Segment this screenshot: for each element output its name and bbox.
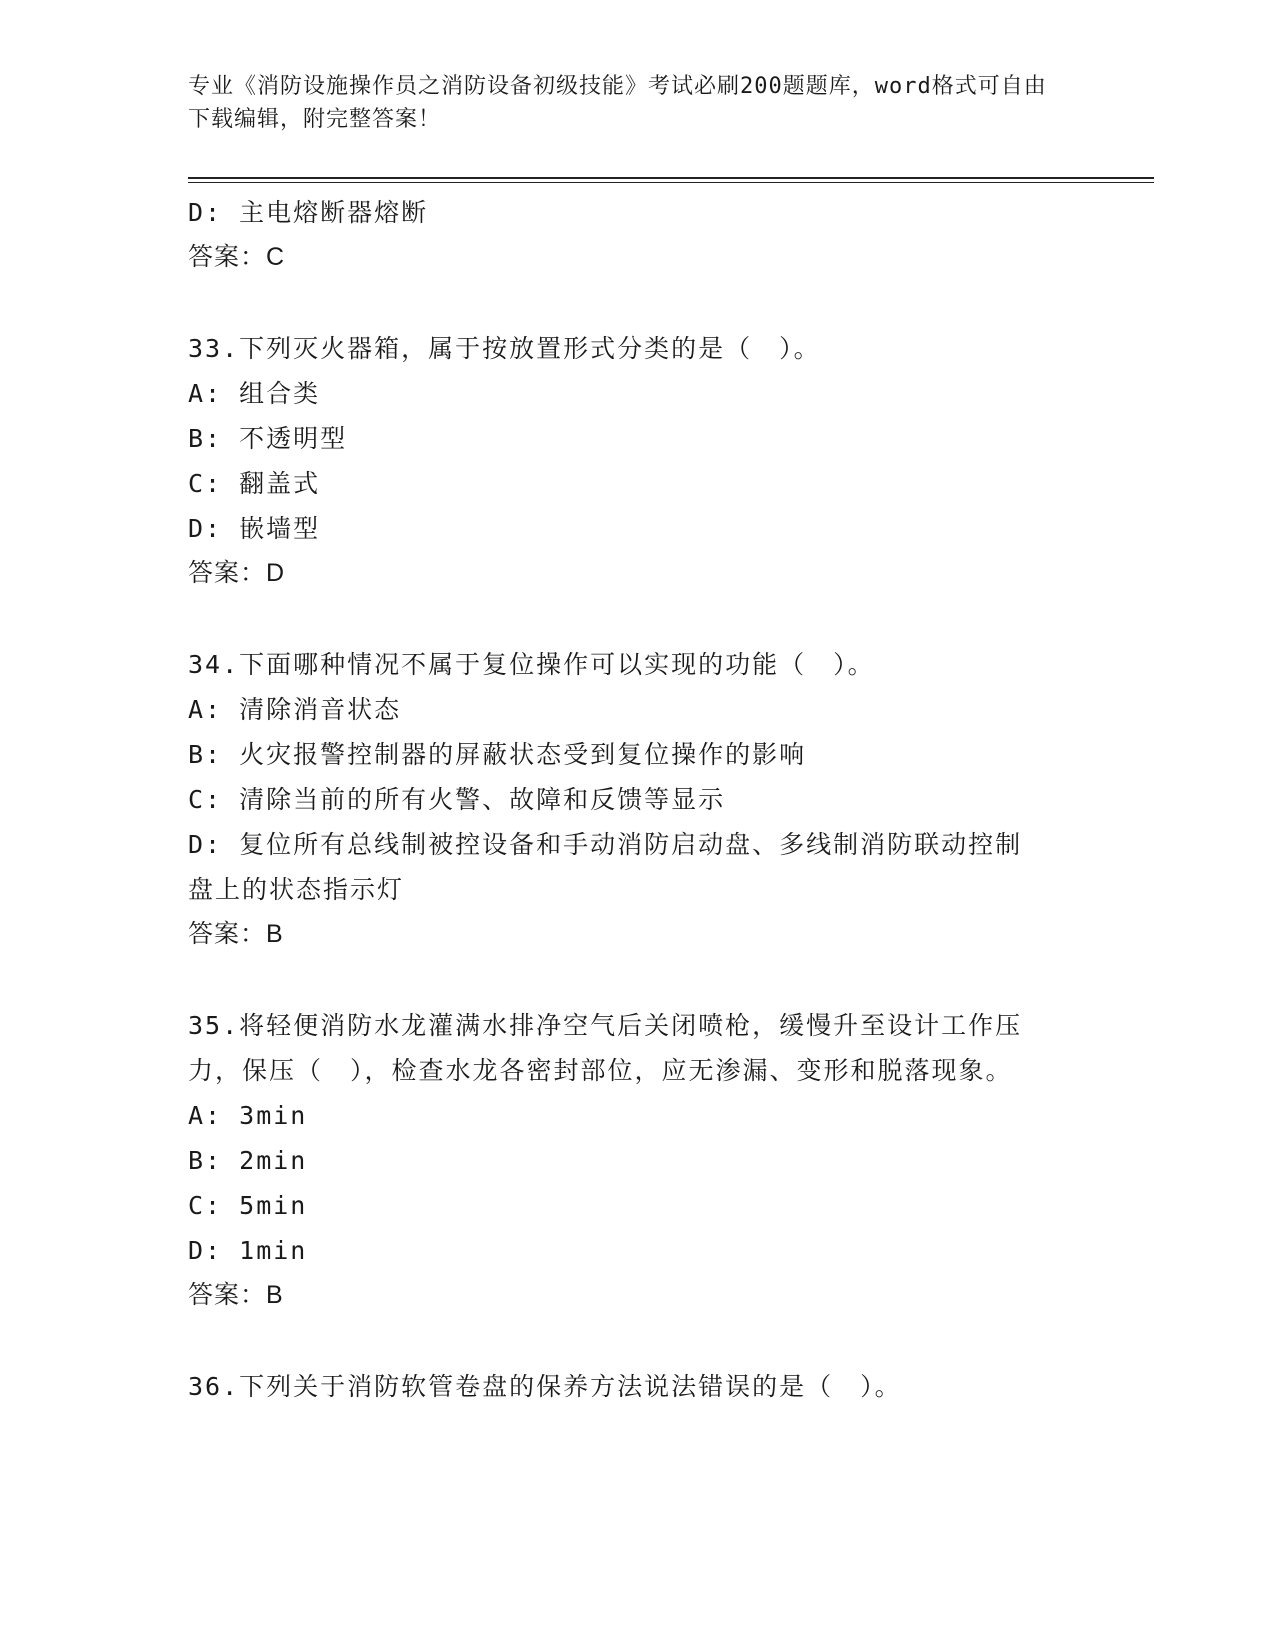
question-33-option-d: D: 嵌墙型 [188,514,321,543]
question-33-option-b: B: 不透明型 [188,424,348,453]
header-divider-thin [188,182,1154,183]
question-34-option-c: C: 清除当前的所有火警、故障和反馈等显示 [188,785,726,814]
question-34-stem: 34.下面哪种情况不属于复位操作可以实现的功能（ ）。 [188,650,875,679]
question-34-option-b: B: 火灾报警控制器的屏蔽状态受到复位操作的影响 [188,740,807,769]
question-33-answer: 答案：D [188,559,286,587]
question-35-answer: 答案：B [188,1281,284,1309]
question-33-stem: 33.下列灭火器箱，属于按放置形式分类的是（ ）。 [188,334,821,363]
spacer [188,280,1088,326]
question-content [188,190,1088,1409]
spacer [188,1318,1088,1364]
question-33-option-a: A: 组合类 [188,379,321,408]
question-35-stem: 35.将轻便消防水龙灌满水排净空气后关闭喷枪，缓慢升至设计工作压力，保压（ ），检查水龙各密封部位，应无渗漏、变形和脱落现象。 [188,1011,1023,1085]
question-35-option-b: B: 2min [188,1146,308,1175]
prev-answer: 答案：C [188,243,286,271]
header-divider-thick [188,177,1154,179]
question-35-option-a: A: 3min [188,1101,308,1130]
question-33-option-c: C: 翻盖式 [188,469,321,498]
question-35-option-c: C: 5min [188,1191,308,1220]
question-34-option-d: D: 复位所有总线制被控设备和手动消防启动盘、多线制消防联动控制盘上的状态指示灯 [188,830,1023,904]
spacer [188,957,1088,1003]
question-34-option-a: A: 清除消音状态 [188,695,402,724]
question-36-stem: 36.下列关于消防软管卷盘的保养方法说法错误的是（ ）。 [188,1372,902,1401]
question-34-answer: 答案：B [188,920,284,948]
page-header: 专业《消防设施操作员之消防设备初级技能》考试必刷200题题库，word格式可自由下载编辑，附完整答案！ [188,74,1047,132]
question-35-option-d: D: 1min [188,1236,308,1265]
spacer [188,596,1088,642]
prev-option-d: D: 主电熔断器熔断 [188,198,429,227]
